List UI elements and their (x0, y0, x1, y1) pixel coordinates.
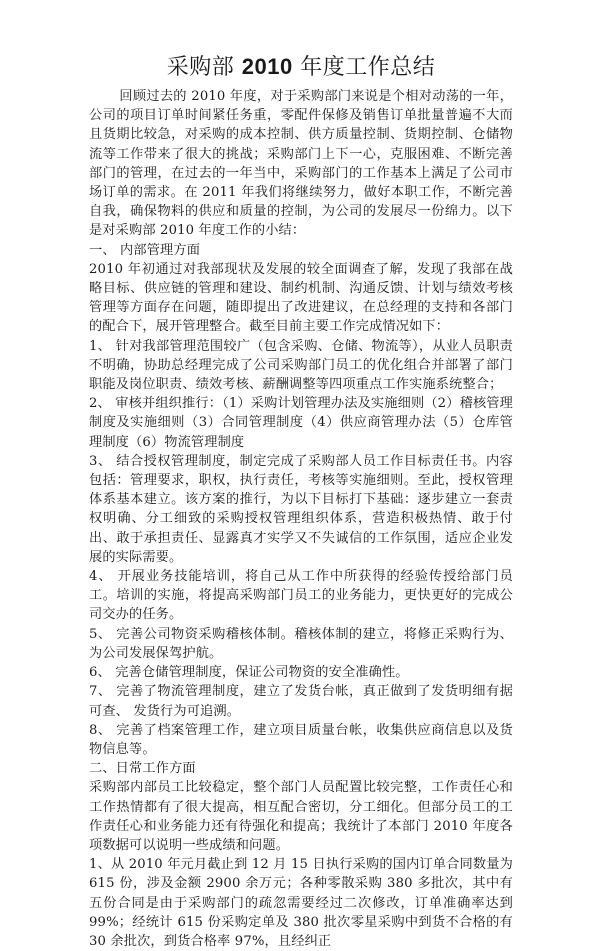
section-2-heading: 二、日常工作方面 (89, 761, 196, 777)
section-1-item-1: 1、 针对我部管理范围较广（包含采购、仓储、物流等），从业人员职责不明确，协助总经理完成了公司采购部门员工的优化组合并部署了部门职能及岗位职责、绩效考核、薪酬调整等四项重点工作实施系统整合； (89, 338, 513, 393)
section-2-intro: 采购部内部员工比较稳定，整个部门人员配置比较完整，工作责任心和工作热情都有了很大提高，相互配合密切，分工细化。但部分员工的工作责任心和业务能力还有待强化和提高；我统计了本部门 2010 年度各项数据可以说明一些成绩和问题。 (89, 780, 513, 853)
section-1-item-5: 5、 完善公司物资采购稽核体制。稽核体制的建立，将修正采购行为、为公司发展保驾护航。 (89, 626, 513, 661)
section-1-item-3: 3、 结合授权管理制度，制定完成了采购部人员工作目标责任书。内容包括：管理要求，职权，执行责任，考核等实施细则。至此，授权管理体系基本建立。该方案的推行，为以下目标打下基础：逐步建立一套责权明确、分工细致的采购授权管理组织体系，营造积极热情、敢于付出、敢于承担责任、显露真才实学又不失诚信的工作氛围，适应企业发展的实际需要。 (89, 453, 513, 565)
section-1-intro: 2010 年初通过对我部现状及发展的较全面调查了解，发现了我部在战略目标、供应链的管理和建设、制约机制、沟通反馈、计划与绩效考核管理等方面存在问题，随即提出了改进建议，在总经理的支持和各部门的配合下，展开管理整合。截至目前主要工作完成情况如下： (89, 261, 513, 335)
section-1-item-2: 2、 审核并组织推行：（1）采购计划管理办法及实施细则（2）稽核管理制度及实施细则（3）合同管理制度（4）供应商管理办法（5）仓库管理制度（6）物流管理制度 (89, 396, 513, 450)
document-page (89, 52, 513, 951)
section-1-heading: 一、 内部管理方面 (89, 242, 201, 258)
title-text-suffix: 年度工作总结 (292, 55, 436, 80)
section-1-item-8: 8、 完善了档案管理工作，建立项目质量台帐，收集供应商信息以及货物信息等。 (89, 722, 513, 757)
section-1-item-6: 6、 完善仓储管理制度，保证公司物资的安全准确性。 (89, 665, 409, 681)
section-1-item-4: 4、 开展业务技能培训，将自己从工作中所获得的经验传授给部门员工。培训的实施，将提高采购部门员工的业务能力，更快更好的完成公司交办的任务。 (89, 569, 513, 623)
title-year: 2010 (241, 54, 293, 79)
section-2-item-1: 1、从 2010 年元月截止到 12 月 15 日执行采购的国内订单合同数量为 615 份，涉及金额 2900 余万元；各种零散采购 380 多批次，其中有五份合同是由于采购部门的疏忽需要经过二次修改，订单准确率达到 99%；经统计 615 份采购定单及 380 批次零星采购中到货不合格的有 30 余批次，到货合格率 97%，且经纠正 (89, 857, 513, 949)
title-text: 采购部 (166, 55, 242, 80)
section-1-item-7: 7、 完善了物流管理制度，建立了发货台帐，真正做到了发货明细有据可查、 发货行为可追溯。 (89, 684, 513, 719)
document-title (89, 52, 513, 83)
intro-paragraph: 回顾过去的 2010 年度，对于采购部门来说是个相对动荡的一年，公司的项目订单时间紧任务重，零配件保修及销售订单批量普遍不大而且货期比较急，对采购的成本控制、供方质量控制、货期控制、仓储物流等工作带来了很大的挑战；采购部门上下一心，克服困难、不断完善部门的管理，在过去的一年当中，采购部门的工作基本上满足了公司市场订单的需求。在 2011 年我们将继续努力，做好本职工作，不断完善自我，确保物料的供应和质量的控制，为公司的发展尽一份绵力。以下是对采购部 2010 年度工作的小结： (89, 89, 513, 239)
